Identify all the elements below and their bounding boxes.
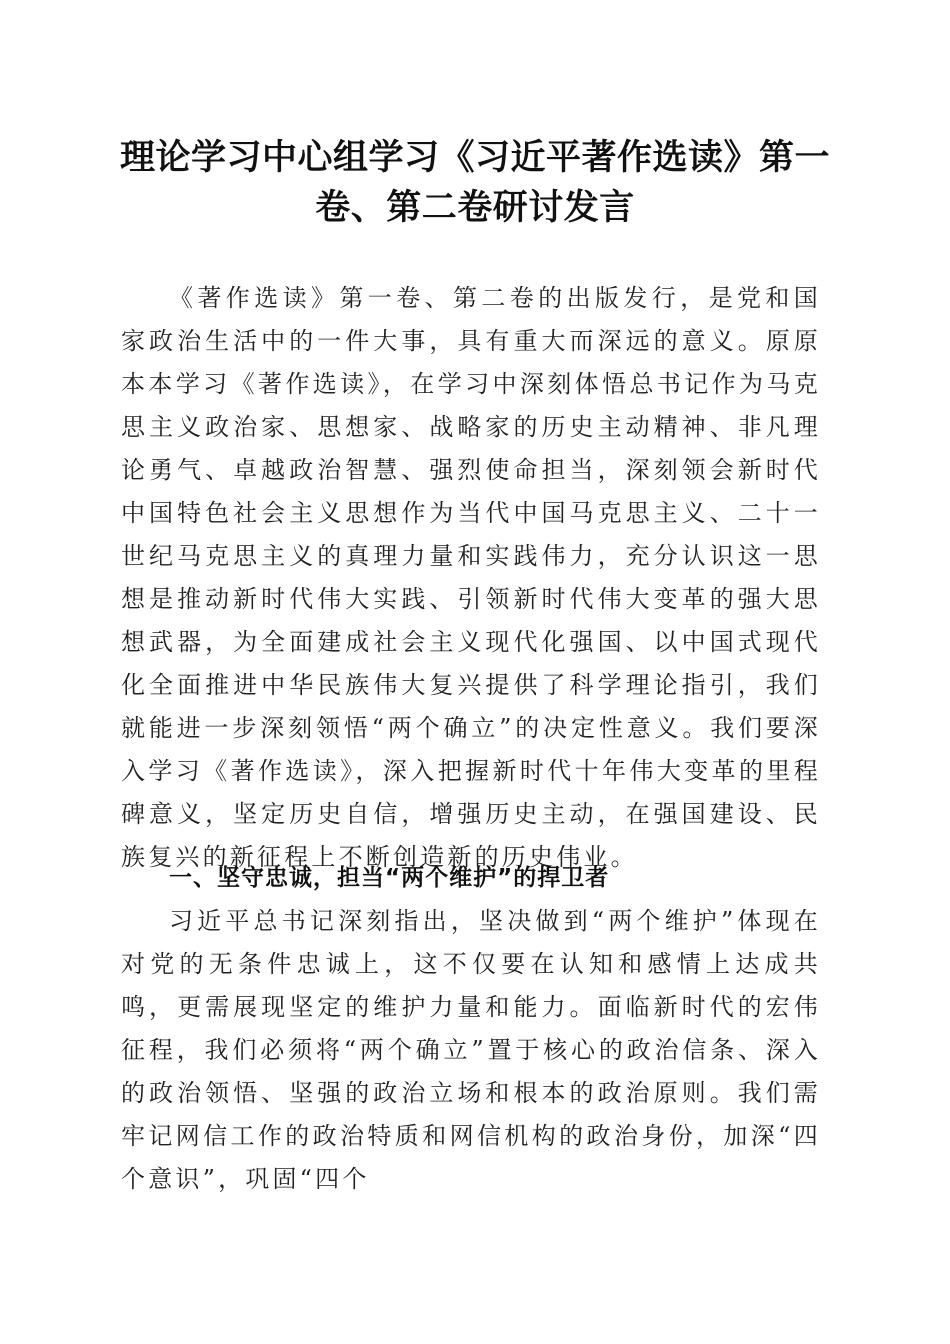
title-line-2: 卷、第二卷研讨发言	[315, 187, 635, 228]
section-1-heading: 一、坚守忠诚，担当“两个维护”的捍卫者	[169, 865, 610, 891]
document-title	[110, 133, 840, 233]
section-1-paragraph: 习近平总书记深刻指出，坚决做到“两个维护”体现在对党的无条件忠诚上，这不仅要在认知和感情上达成共鸣，更需展现坚定的维护力量和能力。面临新时代的宏伟征程，我们必须将“两个确立”置于核心的政治信条、深入的政治领悟、坚强的政治立场和根本的政治原则。我们需牢记网信工作的政治特质和网信机构的政治身份，加深“四个意识”，巩固“四个	[121, 907, 821, 1193]
title-line-1: 理论学习中心组学习《习近平著作选读》第一	[119, 137, 830, 178]
intro-paragraph: 《著作选读》第一卷、第二卷的出版发行，是党和国家政治生活中的一件大事，具有重大而深远的意义。原原本本学习《著作选读》，在学习中深刻体悟总书记作为马克思主义政治家、思想家、战略家的历史主动精神、非凡理论勇气、卓越政治智慧、强烈使命担当，深刻领会新时代中国特色社会主义思想作为当代中国马克思主义、二十一世纪马克思主义的真理力量和实践伟力，充分认识这一思想是推动新时代伟大实践、引领新时代伟大变革的强大思想武器，为全面建成社会主义现代化强国、以中国式现代化全面推进中华民族伟大复兴提供了科学理论指引，我们就能进一步深刻领悟“两个确立”的决定性意义。我们要深入学习《著作选读》，深入把握新时代十年伟大变革的里程碑意义，坚定历史自信，增强历史主动，在强国建设、民族复兴的新征程上不断创造新的历史伟业。	[121, 284, 821, 871]
